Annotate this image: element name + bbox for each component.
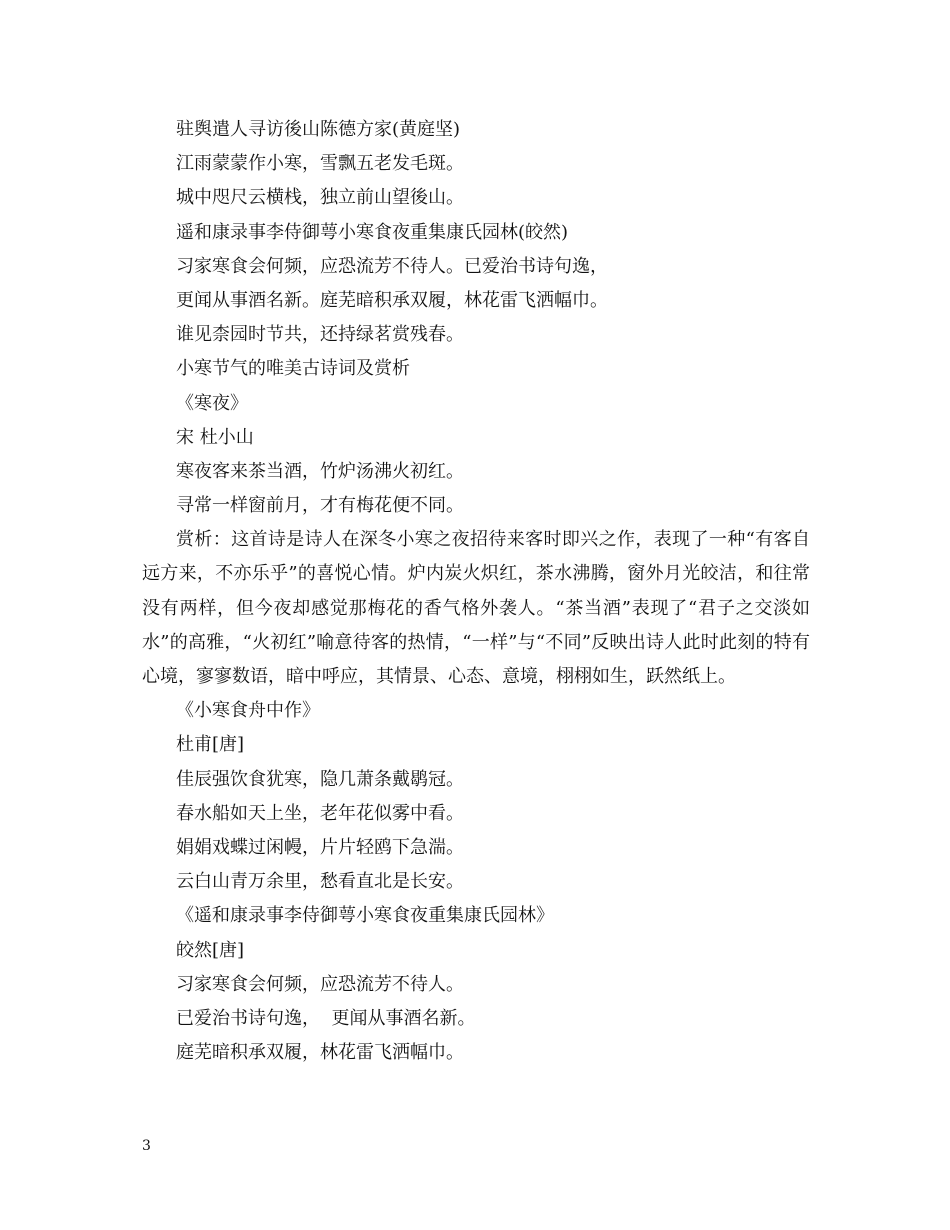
poem-title: 《寒夜》	[176, 392, 248, 414]
text-line: 驻舆遣人寻访後山陈德方家(黄庭坚)	[176, 119, 461, 140]
text-line: 习家寒食会何频，应恐流芳不待人。已爱治书诗句逸，	[176, 255, 608, 277]
document-body	[142, 113, 810, 1070]
poem-line: 娟娟戏蝶过闲幔，片片轻鸥下急湍。	[176, 837, 464, 859]
poem-line: 习家寒食会何频，应恐流芳不待人。	[176, 973, 464, 995]
poem-author: 宋 杜小山	[176, 426, 254, 448]
text-line: 谁见柰园时节共，还持绿茗赏残春。	[176, 324, 464, 346]
poem-title: 《遥和康录事李侍御萼小寒食夜重集康氏园林》	[176, 905, 554, 927]
poem-title: 《小寒食舟中作》	[176, 700, 320, 722]
poem-line: 寒夜客来茶当酒，竹炉汤沸火初红。	[176, 460, 464, 482]
poem-line: 寻常一样窗前月，才有梅花便不同。	[176, 495, 464, 517]
text-line: 遥和康录事李侍御萼小寒食夜重集康氏园林(皎然)	[176, 221, 569, 243]
text-line: 江雨蒙蒙作小寒，雪飘五老发毛斑。	[176, 153, 464, 175]
poem-author: 皎然[唐]	[176, 939, 245, 961]
poem-line: 佳辰强饮食犹寒，隐几萧条戴鹖冠。	[176, 768, 464, 790]
poem-line: 春水船如天上坐，老年花似雾中看。	[176, 802, 464, 824]
poem-author: 杜甫[唐]	[176, 734, 245, 756]
commentary-paragraph: 赏析：这首诗是诗人在深冬小寒之夜招待来客时即兴之作，表现了一种“有客自远方来，不亦乐乎”的喜悦心情。炉内炭火炽红，茶水沸腾，窗外月光皎洁，和往常没有两样，但今夜却感觉那梅花的香气格外袭人。“茶当酒”表现了“君子之交淡如水”的高雅，“火初红”喻意待客的热情，“一样”与“不同”反映出诗人此时此刻的特有心境，寥寥数语，暗中呼应，其情景、心态、意境，栩栩如生，跃然纸上。	[142, 529, 810, 688]
poem-line: 已爱治书诗句逸， 更闻从事酒名新。	[176, 1007, 476, 1029]
section-heading: 小寒节气的唯美古诗词及赏析	[176, 358, 410, 380]
poem-line: 庭芜暗积承双履，林花雷飞洒幅巾。	[176, 1042, 464, 1064]
page-number: 3	[142, 1138, 151, 1154]
text-line: 更闻从事酒名新。庭芜暗积承双履，林花雷飞洒幅巾。	[176, 289, 608, 311]
poem-line: 云白山青万余里，愁看直北是长安。	[176, 871, 464, 893]
text-line: 城中咫尺云横栈，独立前山望後山。	[176, 187, 464, 209]
